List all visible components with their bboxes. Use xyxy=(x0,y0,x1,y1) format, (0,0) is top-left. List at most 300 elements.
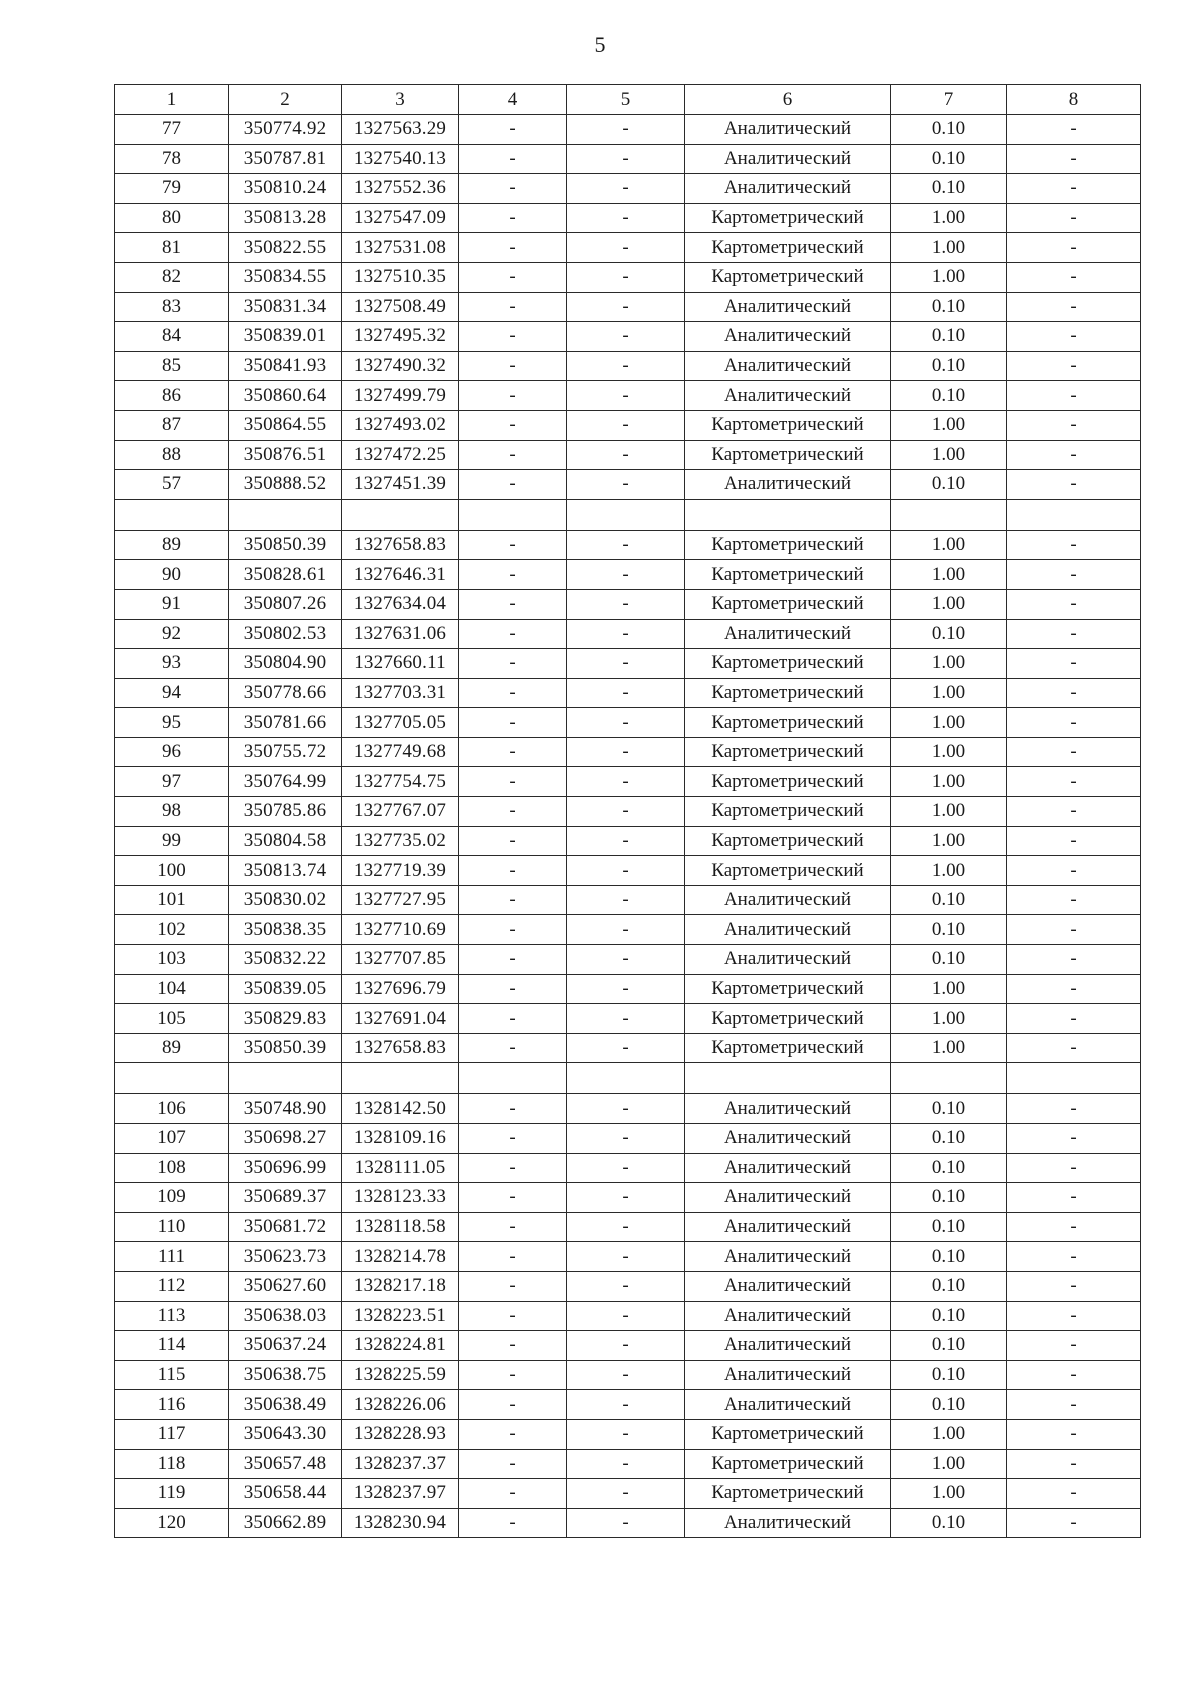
cell-col-8: - xyxy=(1007,945,1141,975)
cell-col-4: - xyxy=(459,945,567,975)
cell-col-5: - xyxy=(567,1124,685,1154)
cell-point-number: 100 xyxy=(115,856,229,886)
cell-coord-x: 350643.30 xyxy=(229,1419,342,1449)
cell-col-5: - xyxy=(567,1004,685,1034)
cell-coord-x: 350813.28 xyxy=(229,203,342,233)
cell-accuracy: 0.10 xyxy=(891,351,1007,381)
cell-accuracy: 1.00 xyxy=(891,1033,1007,1063)
cell-col-8: - xyxy=(1007,1360,1141,1390)
cell-coord-x: 350850.39 xyxy=(229,530,342,560)
cell-col-4: - xyxy=(459,381,567,411)
cell-col-8 xyxy=(1007,499,1141,530)
cell-col-8: - xyxy=(1007,351,1141,381)
cell-accuracy: 1.00 xyxy=(891,826,1007,856)
cell-col-8: - xyxy=(1007,530,1141,560)
cell-col-4: - xyxy=(459,1301,567,1331)
cell-point-number: 84 xyxy=(115,322,229,352)
cell-coord-y: 1327696.79 xyxy=(342,974,459,1004)
cell-coord-x: 350828.61 xyxy=(229,560,342,590)
cell-accuracy: 1.00 xyxy=(891,262,1007,292)
cell-col-4 xyxy=(459,499,567,530)
table-row xyxy=(115,1271,1141,1301)
cell-coord-y xyxy=(342,1063,459,1094)
cell-col-4: - xyxy=(459,737,567,767)
cell-point-number: 118 xyxy=(115,1449,229,1479)
cell-coord-y: 1328118.58 xyxy=(342,1212,459,1242)
cell-accuracy: 1.00 xyxy=(891,440,1007,470)
cell-point-number: 86 xyxy=(115,381,229,411)
cell-method: Картометрический xyxy=(685,1419,891,1449)
table-row xyxy=(115,174,1141,204)
table-row xyxy=(115,1183,1141,1213)
table-row xyxy=(115,885,1141,915)
cell-method: Картометрический xyxy=(685,1449,891,1479)
cell-method: Картометрический xyxy=(685,589,891,619)
cell-coord-x: 350689.37 xyxy=(229,1183,342,1213)
cell-coord-y: 1327495.32 xyxy=(342,322,459,352)
cell-method: Аналитический xyxy=(685,885,891,915)
cell-col-4: - xyxy=(459,708,567,738)
cell-point-number: 110 xyxy=(115,1212,229,1242)
table-row xyxy=(115,1331,1141,1361)
cell-col-5: - xyxy=(567,470,685,500)
cell-point-number: 77 xyxy=(115,115,229,145)
cell-col-5: - xyxy=(567,233,685,263)
cell-col-5: - xyxy=(567,144,685,174)
cell-method: Аналитический xyxy=(685,1212,891,1242)
table-row xyxy=(115,470,1141,500)
cell-col-4: - xyxy=(459,1479,567,1509)
cell-point-number: 120 xyxy=(115,1508,229,1538)
cell-coord-y: 1328225.59 xyxy=(342,1360,459,1390)
cell-col-8: - xyxy=(1007,619,1141,649)
table-row xyxy=(115,619,1141,649)
table-row xyxy=(115,1242,1141,1272)
cell-accuracy: 1.00 xyxy=(891,1479,1007,1509)
cell-method: Картометрический xyxy=(685,826,891,856)
cell-coord-x xyxy=(229,1063,342,1094)
cell-col-8: - xyxy=(1007,767,1141,797)
cell-col-8: - xyxy=(1007,1183,1141,1213)
table-row xyxy=(115,351,1141,381)
cell-point-number: 119 xyxy=(115,1479,229,1509)
cell-col-4: - xyxy=(459,144,567,174)
cell-col-8: - xyxy=(1007,1390,1141,1420)
cell-col-4: - xyxy=(459,1033,567,1063)
header-cell-4: 4 xyxy=(459,85,567,115)
cell-point-number: 92 xyxy=(115,619,229,649)
cell-accuracy: 1.00 xyxy=(891,589,1007,619)
cell-coord-y: 1327531.08 xyxy=(342,233,459,263)
cell-col-4: - xyxy=(459,885,567,915)
page-number: 5 xyxy=(594,32,606,57)
cell-point-number: 57 xyxy=(115,470,229,500)
cell-coord-y: 1328142.50 xyxy=(342,1094,459,1124)
cell-accuracy: 1.00 xyxy=(891,203,1007,233)
cell-coord-y: 1328123.33 xyxy=(342,1183,459,1213)
cell-col-8: - xyxy=(1007,1301,1141,1331)
cell-col-8: - xyxy=(1007,797,1141,827)
cell-method: Аналитический xyxy=(685,1124,891,1154)
header-cell-7: 7 xyxy=(891,85,1007,115)
cell-method: Картометрический xyxy=(685,708,891,738)
cell-accuracy: 0.10 xyxy=(891,470,1007,500)
cell-col-5: - xyxy=(567,530,685,560)
cell-coord-y: 1327658.83 xyxy=(342,1033,459,1063)
cell-method: Аналитический xyxy=(685,470,891,500)
cell-col-8: - xyxy=(1007,649,1141,679)
table-row xyxy=(115,1033,1141,1063)
cell-accuracy: 0.10 xyxy=(891,1124,1007,1154)
cell-coord-y: 1327749.68 xyxy=(342,737,459,767)
cell-point-number: 109 xyxy=(115,1183,229,1213)
cell-accuracy: 1.00 xyxy=(891,856,1007,886)
cell-coord-y: 1327540.13 xyxy=(342,144,459,174)
cell-coord-y: 1328237.97 xyxy=(342,1479,459,1509)
cell-method: Аналитический xyxy=(685,915,891,945)
cell-coord-x: 350681.72 xyxy=(229,1212,342,1242)
table-row xyxy=(115,797,1141,827)
cell-point-number: 112 xyxy=(115,1271,229,1301)
cell-method: Аналитический xyxy=(685,619,891,649)
cell-col-4: - xyxy=(459,560,567,590)
cell-col-4: - xyxy=(459,1360,567,1390)
cell-col-4: - xyxy=(459,767,567,797)
cell-point-number: 89 xyxy=(115,1033,229,1063)
cell-point-number: 98 xyxy=(115,797,229,827)
cell-col-8: - xyxy=(1007,737,1141,767)
cell-col-4: - xyxy=(459,1183,567,1213)
cell-col-8: - xyxy=(1007,708,1141,738)
cell-col-8: - xyxy=(1007,826,1141,856)
cell-coord-x: 350638.03 xyxy=(229,1301,342,1331)
cell-coord-x: 350638.49 xyxy=(229,1390,342,1420)
cell-col-8 xyxy=(1007,1063,1141,1094)
table-row xyxy=(115,322,1141,352)
cell-method: Аналитический xyxy=(685,292,891,322)
cell-col-5: - xyxy=(567,115,685,145)
cell-coord-y: 1327767.07 xyxy=(342,797,459,827)
cell-col-8: - xyxy=(1007,1479,1141,1509)
cell-col-8: - xyxy=(1007,262,1141,292)
cell-method: Аналитический xyxy=(685,381,891,411)
cell-coord-x: 350623.73 xyxy=(229,1242,342,1272)
cell-col-5: - xyxy=(567,619,685,649)
table-row xyxy=(115,1508,1141,1538)
cell-point-number: 97 xyxy=(115,767,229,797)
cell-coord-x: 350813.74 xyxy=(229,856,342,886)
cell-coord-x: 350839.05 xyxy=(229,974,342,1004)
cell-accuracy: 1.00 xyxy=(891,530,1007,560)
cell-accuracy: 0.10 xyxy=(891,945,1007,975)
cell-accuracy: 0.10 xyxy=(891,1183,1007,1213)
cell-point-number: 104 xyxy=(115,974,229,1004)
cell-coord-x: 350627.60 xyxy=(229,1271,342,1301)
cell-method: Аналитический xyxy=(685,1094,891,1124)
cell-col-4: - xyxy=(459,826,567,856)
cell-col-4: - xyxy=(459,351,567,381)
cell-coord-y: 1327735.02 xyxy=(342,826,459,856)
cell-method xyxy=(685,499,891,530)
cell-col-4: - xyxy=(459,1449,567,1479)
cell-coord-y: 1328109.16 xyxy=(342,1124,459,1154)
cell-col-8: - xyxy=(1007,1153,1141,1183)
cell-method: Аналитический xyxy=(685,1271,891,1301)
table-row xyxy=(115,381,1141,411)
cell-col-4: - xyxy=(459,1094,567,1124)
cell-col-4: - xyxy=(459,530,567,560)
cell-coord-x: 350804.58 xyxy=(229,826,342,856)
cell-coord-x: 350785.86 xyxy=(229,797,342,827)
cell-method xyxy=(685,1063,891,1094)
cell-col-5: - xyxy=(567,708,685,738)
cell-coord-y: 1327727.95 xyxy=(342,885,459,915)
cell-col-4: - xyxy=(459,1271,567,1301)
cell-col-8: - xyxy=(1007,1004,1141,1034)
cell-point-number: 95 xyxy=(115,708,229,738)
cell-accuracy: 1.00 xyxy=(891,410,1007,440)
cell-accuracy: 0.10 xyxy=(891,885,1007,915)
cell-col-5: - xyxy=(567,649,685,679)
cell-accuracy: 0.10 xyxy=(891,292,1007,322)
cell-coord-x: 350829.83 xyxy=(229,1004,342,1034)
cell-method: Картометрический xyxy=(685,797,891,827)
cell-coord-y: 1327631.06 xyxy=(342,619,459,649)
cell-point-number: 89 xyxy=(115,530,229,560)
cell-point-number: 88 xyxy=(115,440,229,470)
cell-coord-y: 1327552.36 xyxy=(342,174,459,204)
cell-coord-y: 1327493.02 xyxy=(342,410,459,440)
cell-coord-x: 350831.34 xyxy=(229,292,342,322)
cell-method: Картометрический xyxy=(685,737,891,767)
separator-row xyxy=(115,499,1141,530)
cell-point-number: 102 xyxy=(115,915,229,945)
cell-coord-x: 350830.02 xyxy=(229,885,342,915)
cell-coord-x: 350832.22 xyxy=(229,945,342,975)
cell-method: Аналитический xyxy=(685,1242,891,1272)
cell-method: Аналитический xyxy=(685,1183,891,1213)
cell-coord-y: 1327510.35 xyxy=(342,262,459,292)
cell-point-number: 94 xyxy=(115,678,229,708)
cell-coord-x: 350838.35 xyxy=(229,915,342,945)
cell-col-5: - xyxy=(567,678,685,708)
table-row xyxy=(115,1360,1141,1390)
cell-coord-y: 1327703.31 xyxy=(342,678,459,708)
coordinates-table xyxy=(114,84,1141,1538)
cell-coord-x: 350822.55 xyxy=(229,233,342,263)
cell-coord-x: 350755.72 xyxy=(229,737,342,767)
header-cell-5: 5 xyxy=(567,85,685,115)
cell-point-number: 103 xyxy=(115,945,229,975)
cell-coord-y: 1327547.09 xyxy=(342,203,459,233)
cell-coord-y: 1328217.18 xyxy=(342,1271,459,1301)
table-row xyxy=(115,826,1141,856)
cell-col-4: - xyxy=(459,1242,567,1272)
cell-point-number: 80 xyxy=(115,203,229,233)
cell-method: Картометрический xyxy=(685,649,891,679)
cell-coord-x: 350696.99 xyxy=(229,1153,342,1183)
cell-col-5: - xyxy=(567,885,685,915)
header-row xyxy=(115,85,1141,115)
cell-point-number: 99 xyxy=(115,826,229,856)
cell-col-4: - xyxy=(459,619,567,649)
cell-method: Аналитический xyxy=(685,1390,891,1420)
cell-col-4: - xyxy=(459,262,567,292)
cell-col-8: - xyxy=(1007,174,1141,204)
table-row xyxy=(115,1419,1141,1449)
cell-col-5: - xyxy=(567,1242,685,1272)
cell-point-number: 83 xyxy=(115,292,229,322)
cell-col-8: - xyxy=(1007,885,1141,915)
cell-coord-x: 350764.99 xyxy=(229,767,342,797)
cell-accuracy: 0.10 xyxy=(891,1094,1007,1124)
cell-accuracy: 1.00 xyxy=(891,560,1007,590)
cell-coord-y: 1327658.83 xyxy=(342,530,459,560)
cell-accuracy: 1.00 xyxy=(891,974,1007,1004)
cell-col-8: - xyxy=(1007,589,1141,619)
table-row xyxy=(115,678,1141,708)
table-row xyxy=(115,262,1141,292)
cell-method: Картометрический xyxy=(685,262,891,292)
cell-col-8: - xyxy=(1007,678,1141,708)
cell-coord-y: 1327490.32 xyxy=(342,351,459,381)
cell-coord-y: 1327660.11 xyxy=(342,649,459,679)
cell-col-5: - xyxy=(567,589,685,619)
cell-coord-x: 350807.26 xyxy=(229,589,342,619)
cell-point-number: 93 xyxy=(115,649,229,679)
cell-col-5 xyxy=(567,499,685,530)
cell-coord-x: 350658.44 xyxy=(229,1479,342,1509)
table-row xyxy=(115,530,1141,560)
cell-col-5: - xyxy=(567,1331,685,1361)
cell-col-5: - xyxy=(567,915,685,945)
cell-coord-y: 1327472.25 xyxy=(342,440,459,470)
table-row xyxy=(115,292,1141,322)
cell-method: Картометрический xyxy=(685,530,891,560)
cell-method: Картометрический xyxy=(685,560,891,590)
cell-col-4 xyxy=(459,1063,567,1094)
cell-method: Картометрический xyxy=(685,1479,891,1509)
cell-point-number: 81 xyxy=(115,233,229,263)
cell-col-4: - xyxy=(459,115,567,145)
cell-method: Картометрический xyxy=(685,233,891,263)
cell-coord-y: 1327451.39 xyxy=(342,470,459,500)
cell-col-5: - xyxy=(567,1508,685,1538)
header-cell-1: 1 xyxy=(115,85,229,115)
cell-coord-x: 350841.93 xyxy=(229,351,342,381)
cell-col-8: - xyxy=(1007,292,1141,322)
cell-method: Аналитический xyxy=(685,1301,891,1331)
cell-coord-x: 350781.66 xyxy=(229,708,342,738)
cell-coord-y: 1327719.39 xyxy=(342,856,459,886)
table-row xyxy=(115,649,1141,679)
cell-coord-x: 350839.01 xyxy=(229,322,342,352)
cell-accuracy: 0.10 xyxy=(891,1153,1007,1183)
cell-col-8: - xyxy=(1007,1033,1141,1063)
cell-col-8: - xyxy=(1007,1124,1141,1154)
cell-method: Картометрический xyxy=(685,767,891,797)
cell-coord-x: 350810.24 xyxy=(229,174,342,204)
cell-col-8: - xyxy=(1007,1212,1141,1242)
cell-coord-x: 350860.64 xyxy=(229,381,342,411)
cell-col-5: - xyxy=(567,292,685,322)
cell-col-4: - xyxy=(459,470,567,500)
cell-col-4: - xyxy=(459,678,567,708)
cell-coord-x: 350638.75 xyxy=(229,1360,342,1390)
cell-point-number: 96 xyxy=(115,737,229,767)
cell-point-number: 82 xyxy=(115,262,229,292)
cell-point-number: 85 xyxy=(115,351,229,381)
cell-col-5: - xyxy=(567,1419,685,1449)
cell-col-5: - xyxy=(567,1033,685,1063)
cell-accuracy: 0.10 xyxy=(891,1331,1007,1361)
cell-col-5: - xyxy=(567,1271,685,1301)
cell-coord-x: 350778.66 xyxy=(229,678,342,708)
cell-col-8: - xyxy=(1007,381,1141,411)
table-row xyxy=(115,856,1141,886)
cell-col-5: - xyxy=(567,322,685,352)
cell-method: Аналитический xyxy=(685,144,891,174)
table-row xyxy=(115,1094,1141,1124)
cell-col-5: - xyxy=(567,203,685,233)
cell-point-number: 115 xyxy=(115,1360,229,1390)
table-row xyxy=(115,915,1141,945)
cell-accuracy: 1.00 xyxy=(891,1419,1007,1449)
cell-method: Аналитический xyxy=(685,945,891,975)
cell-coord-y: 1328223.51 xyxy=(342,1301,459,1331)
cell-accuracy: 0.10 xyxy=(891,1360,1007,1390)
cell-col-5: - xyxy=(567,856,685,886)
cell-coord-x: 350888.52 xyxy=(229,470,342,500)
cell-col-5: - xyxy=(567,1360,685,1390)
cell-accuracy: 1.00 xyxy=(891,649,1007,679)
cell-col-4: - xyxy=(459,292,567,322)
cell-coord-x: 350748.90 xyxy=(229,1094,342,1124)
cell-col-8: - xyxy=(1007,1331,1141,1361)
cell-col-8: - xyxy=(1007,1508,1141,1538)
cell-coord-y: 1327508.49 xyxy=(342,292,459,322)
cell-method: Картометрический xyxy=(685,974,891,1004)
cell-method: Аналитический xyxy=(685,1153,891,1183)
cell-coord-x: 350774.92 xyxy=(229,115,342,145)
cell-accuracy xyxy=(891,499,1007,530)
cell-point-number xyxy=(115,1063,229,1094)
cell-accuracy: 0.10 xyxy=(891,1390,1007,1420)
cell-col-4: - xyxy=(459,174,567,204)
cell-col-5: - xyxy=(567,1479,685,1509)
cell-point-number: 108 xyxy=(115,1153,229,1183)
cell-col-8: - xyxy=(1007,974,1141,1004)
cell-accuracy: 1.00 xyxy=(891,678,1007,708)
cell-col-5: - xyxy=(567,1449,685,1479)
cell-col-5 xyxy=(567,1063,685,1094)
cell-col-8: - xyxy=(1007,115,1141,145)
cell-col-5: - xyxy=(567,351,685,381)
separator-row xyxy=(115,1063,1141,1094)
table-row xyxy=(115,974,1141,1004)
table-row xyxy=(115,1004,1141,1034)
cell-point-number: 107 xyxy=(115,1124,229,1154)
header-cell-8: 8 xyxy=(1007,85,1141,115)
table-row xyxy=(115,767,1141,797)
cell-col-5: - xyxy=(567,440,685,470)
cell-col-4: - xyxy=(459,1508,567,1538)
cell-accuracy: 0.10 xyxy=(891,915,1007,945)
cell-col-4: - xyxy=(459,589,567,619)
cell-accuracy: 1.00 xyxy=(891,797,1007,827)
table-row xyxy=(115,203,1141,233)
cell-point-number: 116 xyxy=(115,1390,229,1420)
